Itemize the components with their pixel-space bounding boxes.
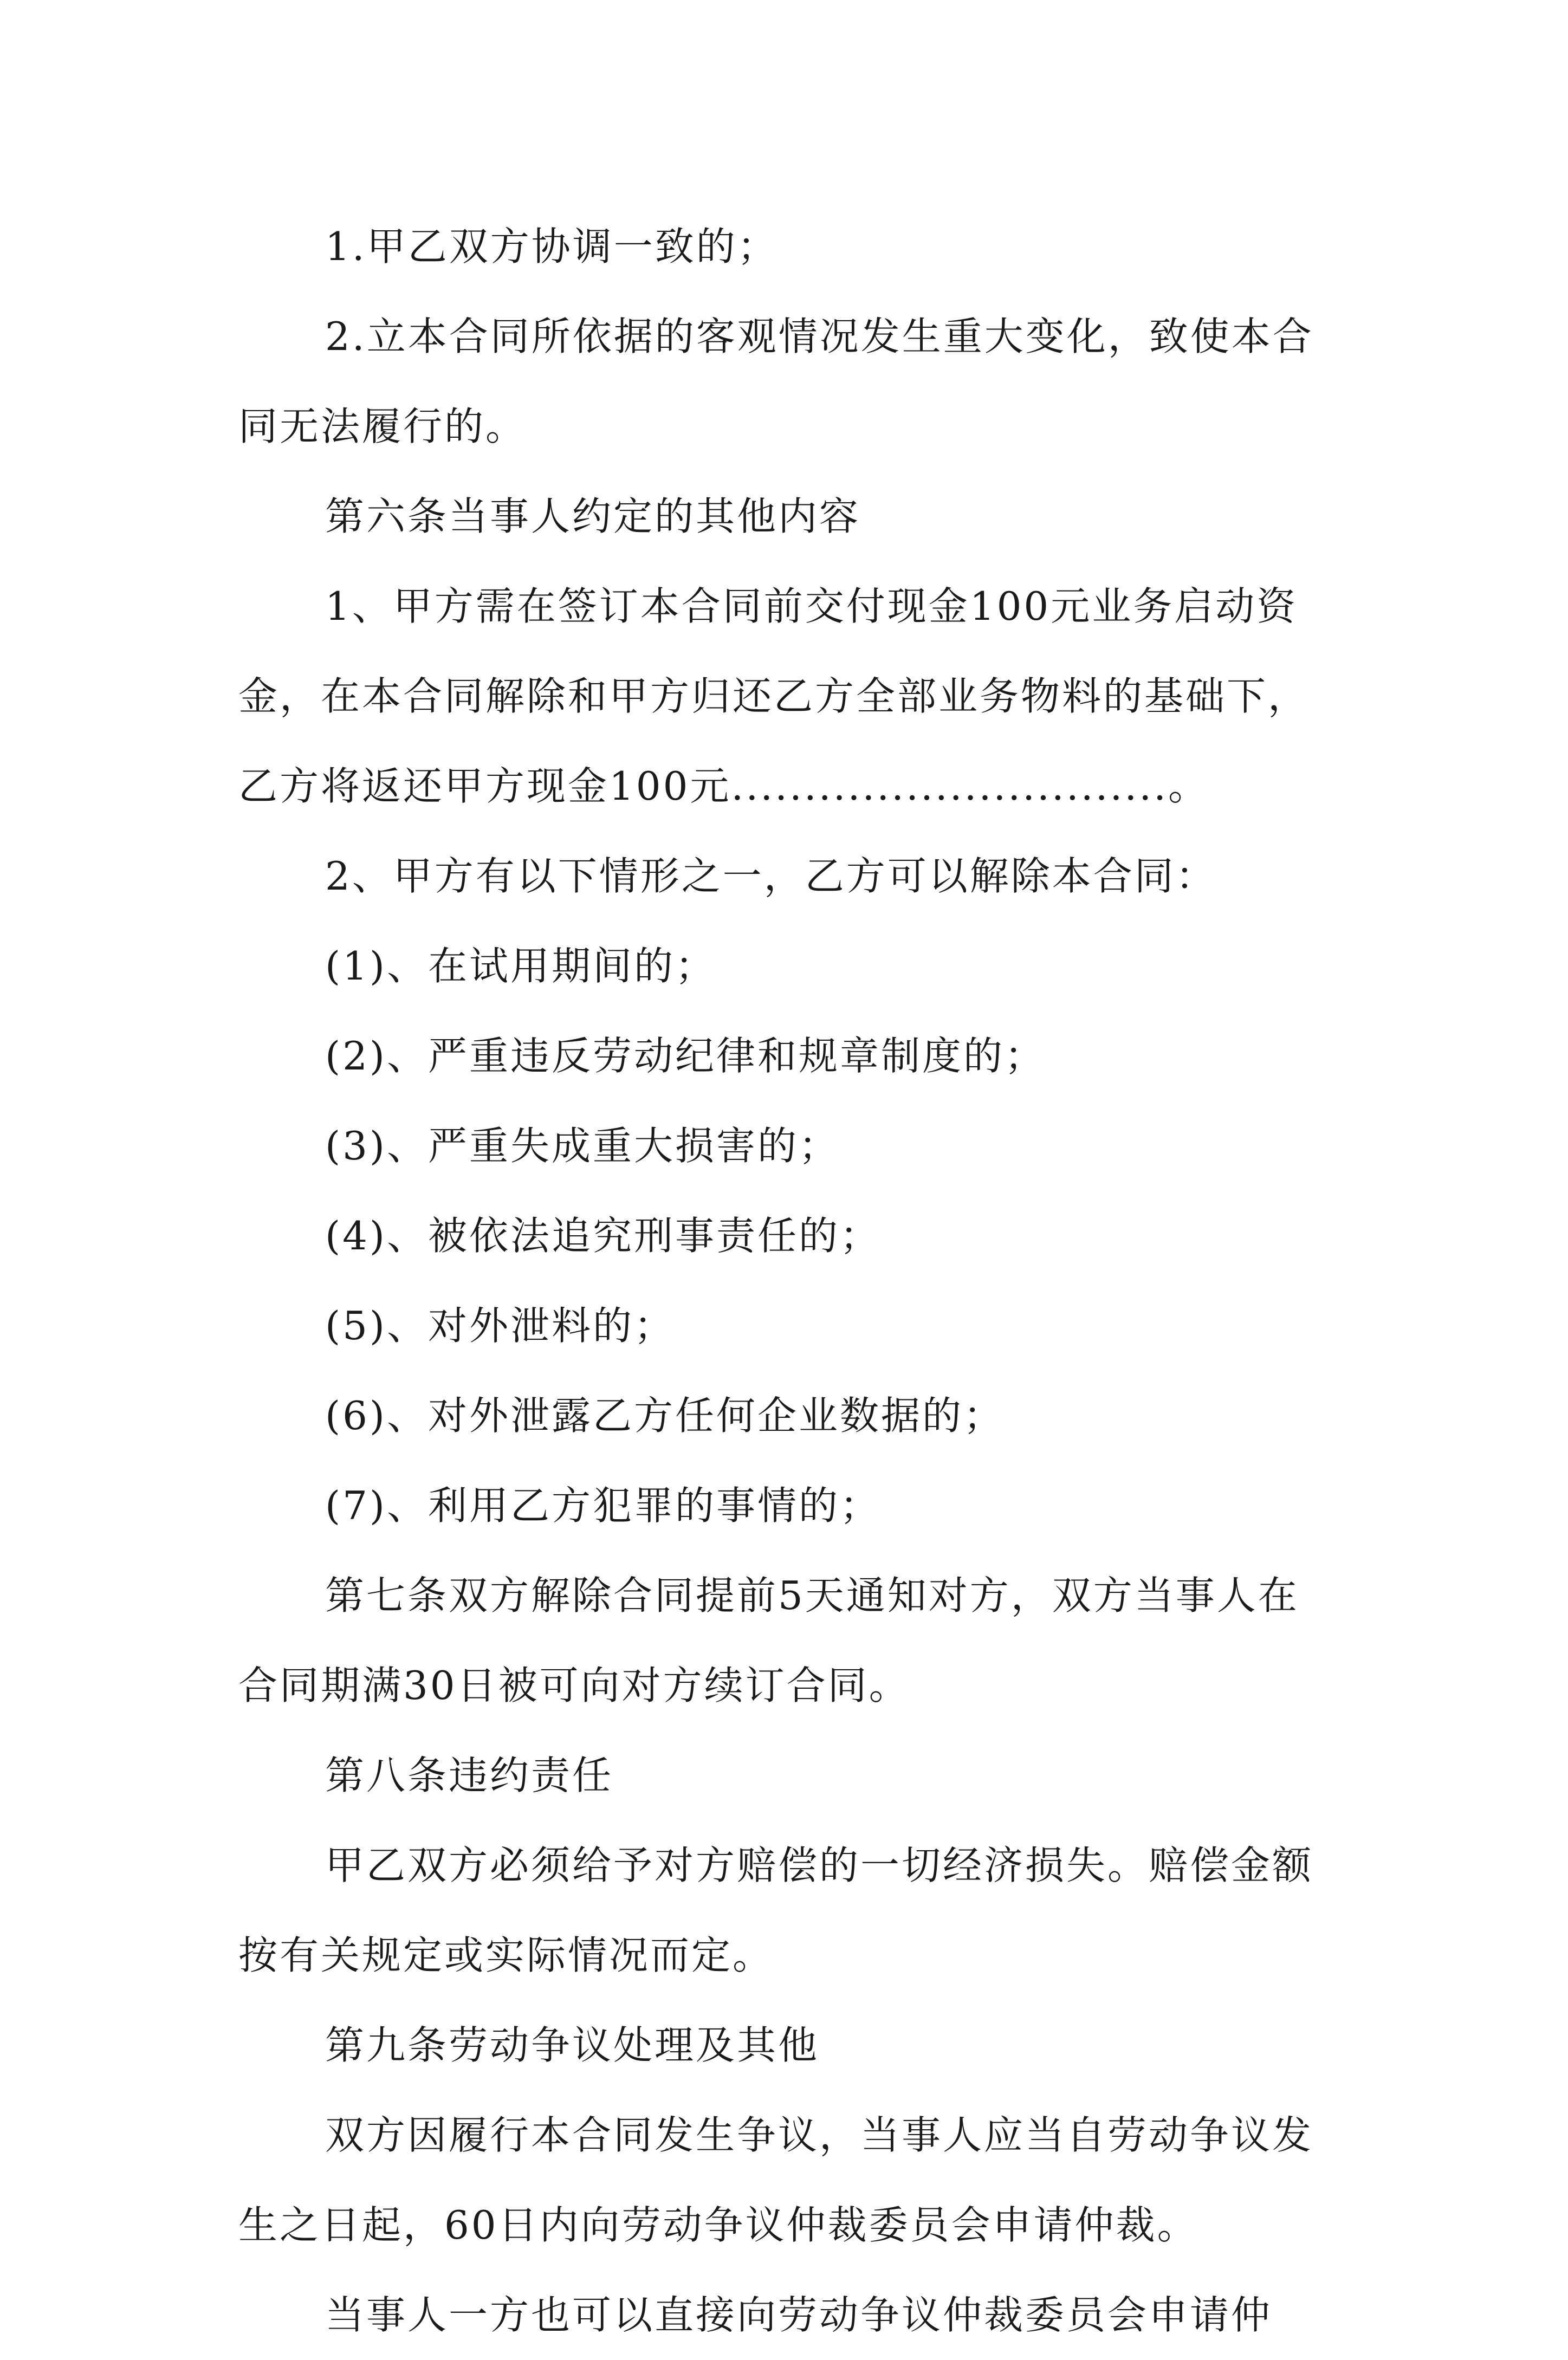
clause-line: 甲乙双方必须给予对方赔偿的一切经济损失。赔偿金额 (325, 1843, 1314, 1888)
clause-line: 1、甲方需在签订本合同前交付现金100元业务启动资 (325, 583, 1298, 629)
clause-line: 2、甲方有以下情形之一，乙方可以解除本合同： (325, 853, 1217, 899)
article-heading: 第九条劳动争议处理及其他 (325, 2022, 820, 2068)
clause-line: 金，在本合同解除和甲方归还乙方全部业务物料的基础下， (238, 673, 1310, 719)
clause-line: 生之日起，60日内向劳动争议仲裁委员会申请仲裁。 (238, 2202, 1198, 2248)
list-item: (7)、利用乙方犯罪的事情的； (325, 1483, 881, 1528)
article-heading: 第七条双方解除合同提前5天通知对方，双方当事人在 (325, 1573, 1299, 1618)
list-item: (4)、被依法追究刑事责任的； (325, 1213, 881, 1259)
contract-body (238, 202, 1327, 2360)
list-item: (6)、对外泄露乙方任何企业数据的； (325, 1393, 1005, 1438)
list-item: (2)、严重违反劳动纪律和规章制度的； (325, 1033, 1046, 1079)
clause-line: 合同期满30日被可向对方续订合同。 (238, 1663, 910, 1708)
clause-line: 2.立本合同所依据的客观情况发生重大变化，致使本合 (325, 314, 1314, 359)
clause-line: 按有关规定或实际情况而定。 (238, 1933, 774, 1978)
list-item: (5)、对外泄料的； (325, 1303, 675, 1348)
clause-line: 双方因履行本合同发生争议，当事人应当自劳动争议发 (325, 2112, 1314, 2158)
clause-line: 当事人一方也可以直接向劳动争议仲裁委员会申请仲 (325, 2292, 1273, 2338)
article-heading: 第八条违约责任 (325, 1753, 614, 1798)
article-heading: 第六条当事人约定的其他内容 (325, 494, 861, 539)
list-item: (3)、严重失成重大损害的； (325, 1123, 840, 1169)
clause-line: 同无法履行的。 (238, 404, 527, 449)
clause-line: 乙方将返还甲方现金100元..............................。 (238, 763, 1210, 809)
clause-line: 1.甲乙双方协调一致的； (325, 224, 779, 269)
list-item: (1)、在试用期间的； (325, 943, 716, 989)
